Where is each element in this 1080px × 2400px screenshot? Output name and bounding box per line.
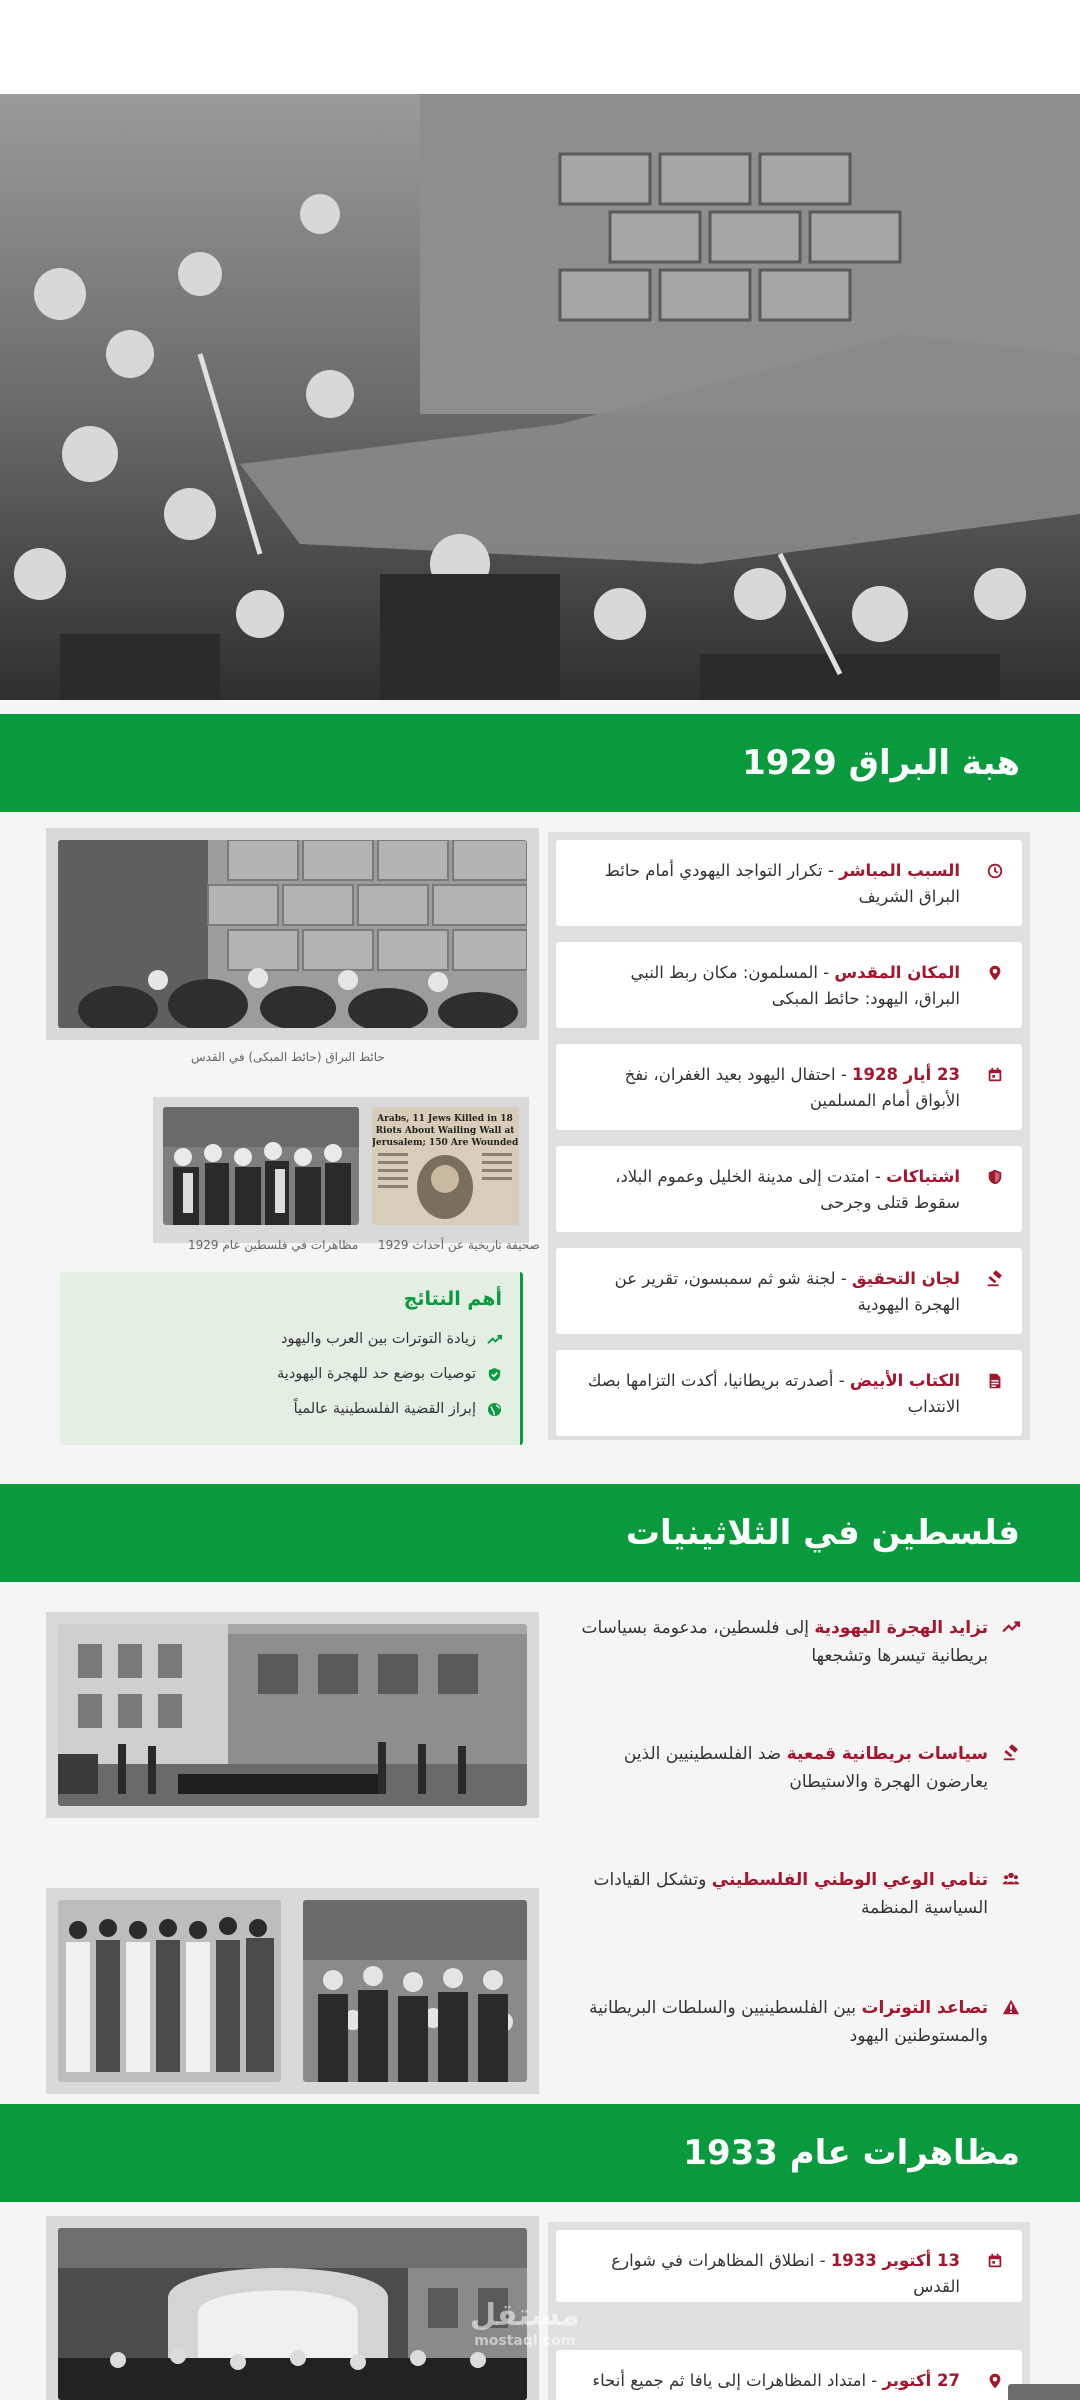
card-date: 23 أيار 1928 - احتفال اليهود بعيد الغفران، نفخ الأبواق أمام المسلمين [556, 1044, 1022, 1130]
section-banner-buraq [0, 714, 1080, 812]
section-title: هبة البراق 1929 [742, 743, 1020, 783]
thirties-people-photos [46, 1888, 539, 2094]
section-title: فلسطين في الثلاثينيات [625, 1513, 1020, 1553]
trend-icon [1002, 1618, 1020, 1636]
calendar-icon [986, 2252, 1004, 2270]
section-banner-thirties [0, 1484, 1080, 1582]
buraq-wall-photo [46, 828, 539, 1040]
photo-caption-newspaper: صحيفة تاريخية عن أحداث 1929 [378, 1238, 540, 1252]
top-bar [0, 0, 1080, 94]
card-white-paper: الكتاب الأبيض - أصدرته بريطانيا، أكدت التزامها بصك الانتداب [556, 1350, 1022, 1436]
key-results-box [60, 1272, 523, 1445]
calendar-icon [986, 1066, 1004, 1084]
warning-icon [1002, 1998, 1020, 2016]
card-oct-13: 13 أكتوبر 1933 - انطلاق المظاهرات في شوارع القدس [556, 2230, 1022, 2302]
scroll-to-top-button[interactable] [1008, 2384, 1080, 2400]
card-holy-place: المكان المقدس - المسلمون: مكان ربط النبي البراق، اليهود: حائط المبكى [556, 942, 1022, 1028]
card-oct-27: 27 أكتوبر - امتداد المظاهرات إلى يافا ثم جميع أنحاء [556, 2350, 1022, 2400]
point-immigration: تزايد الهجرة اليهودية إلى فلسطين، مدعومة بسياسات بريطانية تيسرها وتشجعها [560, 1614, 1020, 1670]
crowd-photo [303, 1900, 527, 2082]
results-title: أهم النتائج [403, 1288, 502, 1310]
point-repression: سياسات بريطانية قمعية ضد الفلسطينيين الذين يعارضون الهجرة والاستيطان [560, 1740, 1020, 1796]
thirties-street-photo [46, 1612, 539, 1818]
gavel-icon [1002, 1744, 1020, 1762]
users-icon [1002, 1870, 1020, 1888]
document-icon [986, 1372, 1004, 1390]
trend-icon [487, 1332, 502, 1347]
section-title: مظاهرات عام 1933 [683, 2133, 1020, 2173]
photo-caption-demonstrations: مظاهرات في فلسطين عام 1929 [188, 1238, 359, 1252]
result-item: توصيات بوضع حد للهجرة اليهودية [78, 1357, 502, 1392]
globe-icon [487, 1402, 502, 1417]
newspaper-photo [372, 1107, 519, 1225]
buraq-cards-column [548, 832, 1030, 1440]
card-direct-cause: السبب المباشر - تكرار التواجد اليهودي أمام حائط البراق الشريف [556, 840, 1022, 926]
hero-photo [0, 94, 1080, 700]
point-tensions: تصاعد التوترات بين الفلسطينيين والسلطات البريطانية والمستوطنين اليهود [560, 1994, 1020, 2050]
result-item: إبراز القضية الفلسطينية عالمياً [78, 1392, 502, 1427]
shield-check-icon [487, 1367, 502, 1382]
demonstrations-1933-cards [548, 2222, 1030, 2400]
photos-1929-pair [153, 1097, 529, 1243]
section-banner-1933 [0, 2104, 1080, 2202]
history-icon [986, 862, 1004, 880]
result-item: زيادة التوترات بين العرب واليهود [78, 1322, 502, 1357]
watermark: مستقل mostaql.com [470, 2298, 580, 2349]
card-clashes: اشتباكات - امتدت إلى مدينة الخليل وعموم البلاد، سقوط قتلى وجرحى [556, 1146, 1022, 1232]
point-national-awareness: تنامي الوعي الوطني الفلسطيني وتشكل القيادات السياسية المنظمة [560, 1866, 1020, 1922]
gavel-icon [986, 1270, 1004, 1288]
svg-text:18 Arabs, 11 Jews Killed in: 18 Arabs, 11 Jews Killed in [377, 1114, 513, 1124]
location-pin-icon [986, 2372, 1004, 2390]
demonstration-1929-photo [163, 1107, 359, 1225]
photo-caption-wall: حائط البراق (حائط المبكى) في القدس [191, 1050, 385, 1064]
location-pin-icon [986, 964, 1004, 982]
svg-text:Jerusalem; 150 Are Wounded: Jerusalem; 150 Are Wounded [372, 1138, 519, 1148]
leaders-photo [58, 1900, 281, 2082]
svg-text:Riots About Wailing Wall at: Riots About Wailing Wall at [375, 1126, 515, 1136]
shield-icon [986, 1168, 1004, 1186]
jerusalem-gate-photo [46, 2216, 539, 2400]
card-investigation: لجان التحقيق - لجنة شو ثم سمبسون، تقرير عن الهجرة اليهودية [556, 1248, 1022, 1334]
